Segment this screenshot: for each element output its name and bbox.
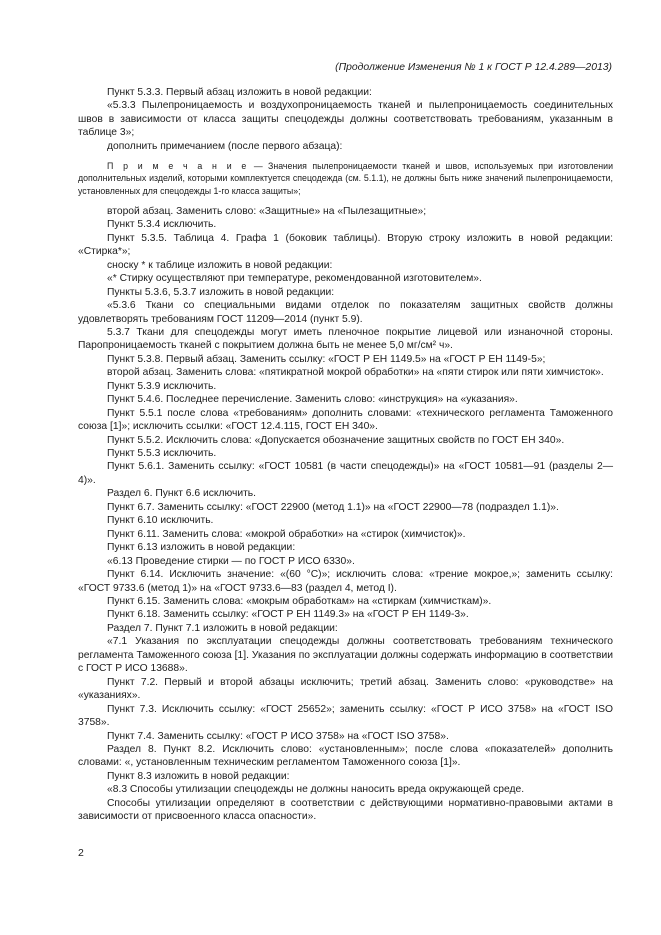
paragraph: Пункт 5.5.2. Исключить слова: «Допускается обозначение защитных свойств по ГОСТ ЕН 340». [107,434,565,446]
continuation-header: (Продолжение Изменения № 1 к ГОСТ Р 12.4.289—2013) [335,62,612,73]
paragraph: Пункт 5.3.5. Таблица 4. Графа 1 (боковик таблицы). Вторую строку изложить в новой редакции: «Стирка*»; [78,232,613,258]
note-label: П р и м е ч а н и е [107,161,249,172]
note-text: — Значения пылепроницаемости тканей и швов, используемых при изготовлении дополнительных изделий, которыми комплектуется спецодежда (см. 5.1.1), не должны быть ниже значений пылепроницаемости, установленных для спецодежды 1-го класса защиты»; [78,161,613,196]
paragraph: второй абзац. Заменить слова: «пятикратной мокрой обработки» на «пяти стирок или пяти химчисток». [107,367,604,379]
paragraph: второй абзац. Заменить слово: «Защитные» на «Пылезащитные»; [107,205,427,217]
paragraph: Пункт 5.5.3 исключить. [107,448,217,460]
paragraph: сноску * к таблице изложить в новой редакции: [107,259,333,271]
paragraph: «5.3.3 Пылепроницаемость и воздухопроницаемость тканей и пылепроницаемость соединительных швов в зависимости от класса защиты спецодежды должны соответствовать требованиям, указанным в таблице 3»; [78,100,613,139]
paragraph: «5.3.6 Ткани со специальными видами отделок по показателям защитных свойств должны удовлетворять требованиям ГОСТ 11209—2014 (пункт 5.9). [78,300,613,325]
paragraph: «7.1 Указания по эксплуатации спецодежды должны соответствовать требованиям технического регламента Таможенного союза [1]. Указания по эксплуатации должны содержать информацию в соответствии с ГОСТ Р ИСО 13688». [78,636,613,675]
paragraph: Пункты 5.3.6, 5.3.7 изложить в новой редакции: [107,286,335,298]
paragraph: «6.13 Проведение стирки — по ГОСТ Р ИСО 6330». [107,555,355,567]
paragraph: Пункт 5.4.6. Последнее перечисление. Заменить слово: «инструкция» на «указания». [107,394,518,406]
paragraph: Пункт 6.18. Заменить ссылку: «ГОСТ Р ЕН 1149.3» на «ГОСТ Р ЕН 1149-3». [107,609,469,621]
paragraph: 5.3.7 Ткани для спецодежды могут иметь пленочное покрытие лицевой или изнаночной стороны. Паропроницаемость тканей с покрытием должна быть не менее 5,0 мг/см² ч». [78,326,613,352]
paragraph: Пункт 7.4. Заменить ссылку: «ГОСТ Р ИСО 3758» на «ГОСТ ISO 3758». [107,730,449,742]
paragraph: Пункт 6.10 исключить. [107,515,214,527]
paragraph: Раздел 8. Пункт 8.2. Исключить слово: «установленным»; после слова «показателей» дополнить словами: «, установленным техническим регламентом Таможенного союза [1]». [78,744,613,769]
paragraph: Раздел 7. Пункт 7.1 изложить в новой редакции: [107,622,338,634]
paragraph: Пункт 7.3. Исключить ссылку: «ГОСТ 25652»; заменить ссылку: «ГОСТ Р ИСО 3758» на «ГОСТ ISO 3758». [78,703,613,729]
document-body [78,86,613,824]
paragraph: Пункт 5.3.3. Первый абзац изложить в новой редакции: [107,87,372,98]
paragraph: Пункт 5.3.8. Первый абзац. Заменить ссылку: «ГОСТ Р ЕН 1149.5» на «ГОСТ Р ЕН 1149-5»; [107,353,546,365]
paragraph: Пункт 5.6.1. Заменить ссылку: «ГОСТ 10581 (в части спецодежды)» на «ГОСТ 10581—91 (разделы 2—4)». [78,461,613,486]
note-block [78,160,613,197]
paragraph: «8.3 Способы утилизации спецодежды не должны наносить вреда окружающей среде. [107,784,525,796]
paragraph: Пункт 6.15. Заменить слова: «мокрым обработкам» на «стиркам (химчисткам)». [107,596,492,608]
paragraph: Раздел 6. Пункт 6.6 исключить. [107,488,257,500]
paragraph: Пункт 6.11. Заменить слова: «мокрой обработки» на «стирок (химчисток)». [107,528,466,540]
paragraph: Пункт 8.3 изложить в новой редакции: [107,770,290,782]
paragraph: дополнить примечанием (после первого абзаца): [107,140,343,152]
paragraph: Пункт 5.5.1 после слова «требованиям» дополнить словами: «технического регламента Таможенного союза [1]»; исключить ссылки: «ГОСТ 12.4.115, ГОСТ ЕН 340». [78,407,613,433]
paragraph: Пункт 6.7. Заменить ссылку: «ГОСТ 22900 (метод 1.1)» на «ГОСТ 22900—78 (подраздел 1.1)». [107,501,559,513]
paragraph: Пункт 6.13 изложить в новой редакции: [107,542,296,554]
paragraph: Пункт 5.3.4 исключить. [107,219,217,231]
paragraph: Способы утилизации определяют в соответствии с действующими нормативно-правовыми актами в зависимости от присвоенного класса опасности». [78,797,613,823]
paragraph: Пункт 7.2. Первый и второй абзацы исключить; третий абзац. Заменить слово: «руководстве» на «указаниях». [78,676,613,702]
paragraph: Пункт 5.3.9 исключить. [107,380,217,392]
paragraph: Пункт 6.14. Исключить значение: «(60 °C)»; исключить слова: «трение мокрое,»; заменить ссылку: «ГОСТ 9733.6 (метод 1)» на «ГОСТ 9733.6—83 (раздел 4, метод I). [78,569,613,594]
paragraph: «* Стирку осуществляют при температуре, рекомендованной изготовителем». [107,273,482,285]
page-number: 2 [78,847,84,859]
